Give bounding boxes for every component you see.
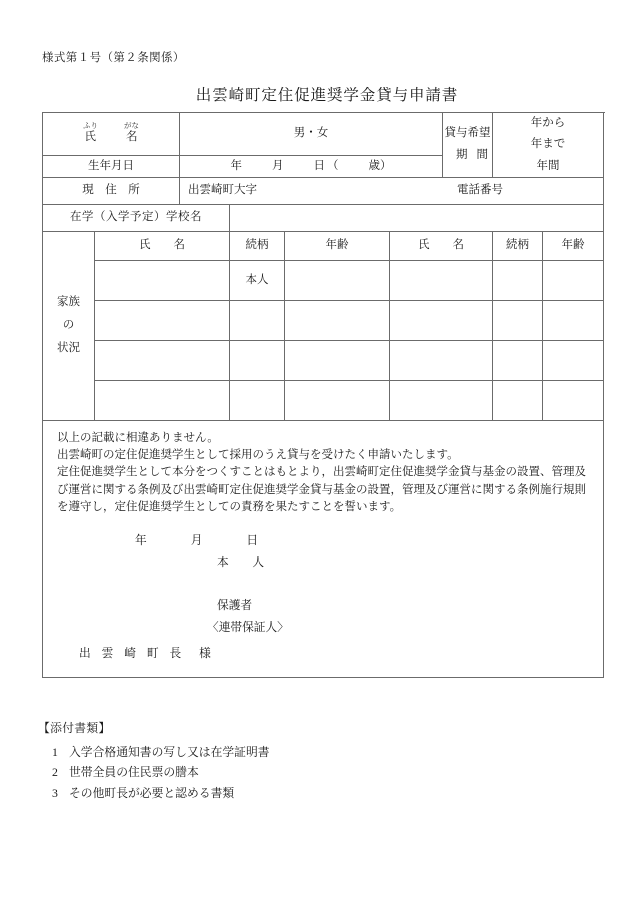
birthdate-label: 生年月日 [88,159,134,172]
family-name-right[interactable] [390,340,493,380]
family-age-left[interactable] [285,340,390,380]
attachment-text: その他町長が必要と認める書類 [69,785,235,800]
family-name-left[interactable] [95,340,230,380]
family-age-left[interactable] [285,260,390,300]
list-item [38,783,270,804]
furigana-label-a: ふり [83,120,98,130]
family-name-left[interactable] [95,260,230,300]
application-form-table [42,112,604,678]
attachment-text: 世帯全員の住民票の謄本 [69,765,199,780]
form-number: 様式第１号（第２条関係） [42,52,185,64]
attachments-list [38,742,270,804]
row-statement [43,420,604,677]
family-label-line1: 家族 [57,296,80,309]
period-total[interactable]: 年間 [536,159,560,172]
family-relation-right[interactable] [493,300,543,340]
loan-period-label-line2 [443,145,492,173]
row-school [43,204,604,231]
school-input-cell[interactable] [230,204,604,231]
loan-label-kan: 間 [476,148,488,161]
address-label: 現 住 所 [82,184,140,197]
family-header-relation-left: 続柄 [230,231,285,260]
phone-label: 電話番号 [457,184,503,197]
family-header-age-right: 年齢 [543,231,604,260]
family-name-right[interactable] [390,380,493,420]
family-relation-right[interactable] [493,260,543,300]
row-name [43,113,604,156]
statement-cell [43,420,604,677]
table-row [43,340,604,380]
row-family-header [43,231,604,260]
school-label: 在学（入学予定）学校名 [70,211,202,224]
period-to[interactable]: 年まで [530,138,566,151]
school-label-cell [43,204,230,231]
family-name-left[interactable] [95,380,230,420]
table-row [43,260,604,300]
attachments-title: 【添付書類】 [38,721,111,735]
table-row [43,380,604,420]
signature-day[interactable]: 日 [246,534,259,548]
loan-period-value-cell[interactable] [493,113,604,178]
gender-options[interactable]: 男・女 [293,127,329,140]
mayor-label: 出 雲 崎 町 長 [79,646,186,660]
family-relation-left[interactable] [230,340,285,380]
row-address [43,177,604,204]
name-label-b: 名 [126,131,138,144]
address-input-cell[interactable] [180,177,604,204]
loan-label-ki: 期 [456,148,477,161]
birthdate-input-cell[interactable] [180,155,443,177]
period-from[interactable]: 年から [530,117,566,129]
signature-guardian-label[interactable]: 保護者 [217,598,253,612]
family-header-name-left: 氏 名 [95,231,230,260]
furigana-label [43,122,179,131]
family-age-left[interactable] [285,300,390,340]
statement-line-3: 定住促進奨学生として本分をつくすことはもとより，出雲崎町定住促進奨学金貸与基金の設置、管理及び運営に関する条例及び出雲崎町定住促進奨学金貸与基金の設置，管理及び運営に関する条例施行規則を遵守し，定住促進奨学生としての責務を果たすことを誓います。 [57,466,586,513]
attachment-number: 3 [52,785,58,800]
family-relation-right[interactable] [493,380,543,420]
signature-self-label[interactable]: 本 人 [217,556,271,570]
family-header-age-left: 年齢 [285,231,390,260]
signature-date-line[interactable] [57,530,589,552]
signature-guarantor-label[interactable]: 〈連帯保証人〉 [207,620,289,634]
family-age-right[interactable] [543,340,604,380]
mayor-honorific: 様 [199,646,215,660]
list-item [38,742,270,763]
birth-month-label[interactable]: 月 [272,159,284,172]
page-title: 出雲崎町定住促進奨学金貸与申請書 [195,87,459,104]
name-label-cell [43,113,180,156]
address-label-cell [43,177,180,204]
signature-block [57,530,589,665]
attachment-number: 1 [52,744,58,759]
family-header-relation-right: 続柄 [493,231,543,260]
attachment-number: 2 [52,765,58,780]
family-age-right[interactable] [543,380,604,420]
mayor-address-line [57,643,589,665]
signature-year[interactable]: 年 [135,534,147,548]
family-name-right[interactable] [390,300,493,340]
statement-line-1: 以上の記載に相違ありません。 [57,431,219,444]
birth-day-label[interactable]: 日 [313,159,325,172]
family-label-line2: の [62,319,75,332]
family-age-right[interactable] [543,300,604,340]
name-label [43,131,179,144]
family-age-left[interactable] [285,380,390,420]
signature-spacer [57,575,589,595]
family-name-left[interactable] [95,300,230,340]
attachment-text: 入学合格通知書の写し又は在学証明書 [69,744,270,759]
name-input-cell[interactable] [180,113,443,156]
family-relation-left[interactable] [230,300,285,340]
loan-period-label-cell [443,113,493,178]
family-relation-right[interactable] [493,340,543,380]
age-open-paren: （ [327,159,339,172]
family-relation-left[interactable] [230,380,285,420]
list-item [38,762,270,783]
birthdate-label-cell [43,155,180,177]
attachments-section [38,718,270,804]
family-age-right[interactable] [543,260,604,300]
statement-line-2: 出雲崎町の定住促進奨学生として採用のうえ貸与を受けたく申請いたします。 [57,449,459,462]
address-value[interactable]: 出雲崎町大字 [188,184,257,197]
family-situation-label-cell [43,231,95,420]
age-unit[interactable]: 歳） [368,159,392,172]
family-label-line3: 状況 [57,342,80,355]
loan-period-label-line1: 貸与希望 [444,127,491,140]
birth-year-label[interactable]: 年 [230,159,242,172]
furigana-label-b: がな [124,120,139,130]
table-row [43,300,604,340]
family-name-right[interactable] [390,260,493,300]
family-relation-left[interactable]: 本人 [230,260,285,300]
signature-month[interactable]: 月 [190,534,203,548]
name-label-a: 氏 [84,131,96,144]
family-header-name-right: 氏 名 [390,231,493,260]
